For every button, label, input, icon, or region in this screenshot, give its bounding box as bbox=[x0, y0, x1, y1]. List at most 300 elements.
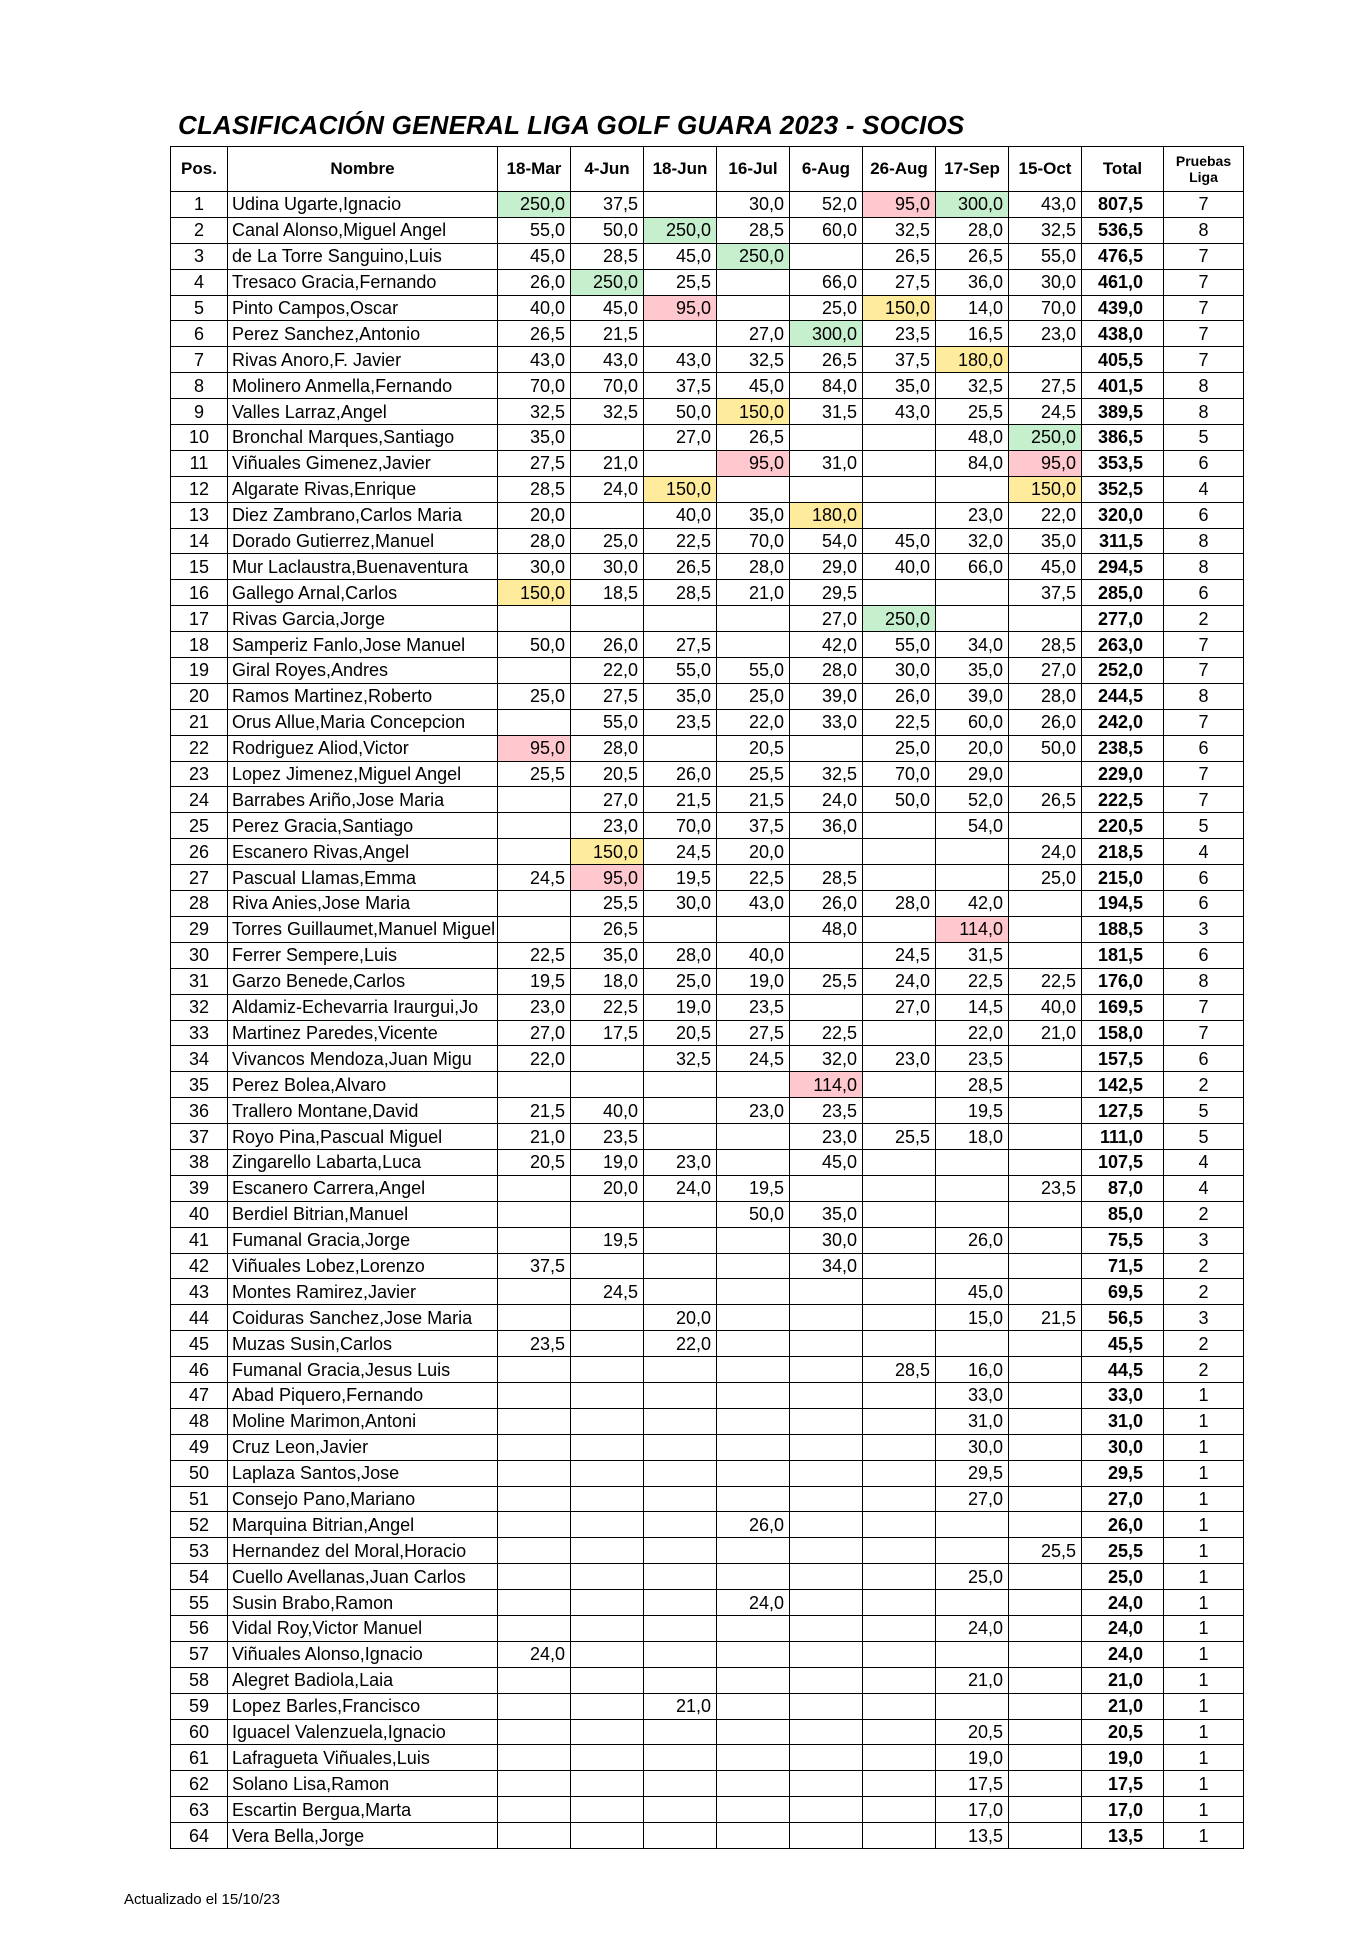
total-cell: 242,0 bbox=[1082, 709, 1164, 735]
player-name-cell: Bronchal Marques,Santiago bbox=[228, 425, 498, 451]
score-cell: 35,0 bbox=[571, 942, 644, 968]
total-cell: 405,5 bbox=[1082, 347, 1164, 373]
score-cell: 250,0 bbox=[1009, 425, 1082, 451]
player-name-cell: Lopez Barles,Francisco bbox=[228, 1693, 498, 1719]
total-cell: 461,0 bbox=[1082, 269, 1164, 295]
player-name-cell: Vera Bella,Jorge bbox=[228, 1823, 498, 1849]
score-cell bbox=[1009, 1745, 1082, 1771]
position-cell: 3 bbox=[171, 243, 228, 269]
score-cell: 27,0 bbox=[644, 425, 717, 451]
position-cell: 55 bbox=[171, 1590, 228, 1616]
score-cell: 16,0 bbox=[936, 1357, 1009, 1383]
score-cell: 70,0 bbox=[1009, 295, 1082, 321]
score-cell: 22,0 bbox=[1009, 502, 1082, 528]
score-cell bbox=[863, 1149, 936, 1175]
total-cell: 169,5 bbox=[1082, 994, 1164, 1020]
score-cell: 28,0 bbox=[717, 554, 790, 580]
score-cell bbox=[863, 1797, 936, 1823]
score-cell: 27,0 bbox=[936, 1486, 1009, 1512]
score-cell: 21,5 bbox=[498, 1098, 571, 1124]
score-cell: 300,0 bbox=[936, 192, 1009, 218]
score-cell bbox=[863, 1486, 936, 1512]
score-cell bbox=[1009, 942, 1082, 968]
position-cell: 40 bbox=[171, 1201, 228, 1227]
score-cell: 40,0 bbox=[717, 942, 790, 968]
pruebas-cell: 4 bbox=[1164, 476, 1244, 502]
score-cell bbox=[717, 269, 790, 295]
total-cell: 29,5 bbox=[1082, 1460, 1164, 1486]
pruebas-cell: 2 bbox=[1164, 1201, 1244, 1227]
score-cell: 18,5 bbox=[571, 580, 644, 606]
score-cell: 25,5 bbox=[863, 1124, 936, 1150]
score-cell: 19,5 bbox=[498, 968, 571, 994]
score-cell bbox=[1009, 1331, 1082, 1357]
position-cell: 14 bbox=[171, 528, 228, 554]
position-cell: 18 bbox=[171, 632, 228, 658]
event-header: 16-Jul bbox=[717, 147, 790, 192]
total-cell: 17,0 bbox=[1082, 1797, 1164, 1823]
score-cell bbox=[644, 1434, 717, 1460]
player-name-cell: de La Torre Sanguino,Luis bbox=[228, 243, 498, 269]
score-cell: 43,0 bbox=[571, 347, 644, 373]
score-cell: 70,0 bbox=[498, 373, 571, 399]
score-cell: 43,0 bbox=[498, 347, 571, 373]
score-cell: 23,5 bbox=[498, 1331, 571, 1357]
table-row bbox=[171, 1538, 1244, 1564]
position-cell: 36 bbox=[171, 1098, 228, 1124]
score-cell: 27,5 bbox=[717, 1020, 790, 1046]
score-cell: 13,5 bbox=[936, 1823, 1009, 1849]
total-cell: 69,5 bbox=[1082, 1279, 1164, 1305]
score-cell bbox=[863, 1382, 936, 1408]
player-name-cell: Escanero Carrera,Angel bbox=[228, 1175, 498, 1201]
score-cell: 29,5 bbox=[936, 1460, 1009, 1486]
position-cell: 21 bbox=[171, 709, 228, 735]
score-cell: 26,5 bbox=[571, 916, 644, 942]
pruebas-cell: 5 bbox=[1164, 425, 1244, 451]
position-cell: 49 bbox=[171, 1434, 228, 1460]
score-cell: 24,0 bbox=[863, 968, 936, 994]
score-cell bbox=[936, 1253, 1009, 1279]
position-cell: 28 bbox=[171, 891, 228, 917]
score-cell bbox=[644, 1072, 717, 1098]
score-cell: 20,5 bbox=[717, 735, 790, 761]
pruebas-cell: 7 bbox=[1164, 192, 1244, 218]
score-cell bbox=[717, 1823, 790, 1849]
score-cell: 19,0 bbox=[717, 968, 790, 994]
header-row bbox=[171, 147, 1244, 192]
pruebas-cell: 2 bbox=[1164, 1331, 1244, 1357]
score-cell bbox=[790, 1745, 863, 1771]
player-name-cell: Pinto Campos,Oscar bbox=[228, 295, 498, 321]
score-cell bbox=[936, 580, 1009, 606]
score-cell: 26,5 bbox=[644, 554, 717, 580]
score-cell: 24,0 bbox=[571, 476, 644, 502]
score-cell bbox=[717, 1227, 790, 1253]
table-row bbox=[171, 1564, 1244, 1590]
score-cell: 42,0 bbox=[936, 891, 1009, 917]
score-cell bbox=[863, 1823, 936, 1849]
score-cell bbox=[498, 1538, 571, 1564]
position-cell: 10 bbox=[171, 425, 228, 451]
score-cell bbox=[498, 658, 571, 684]
score-cell: 20,0 bbox=[644, 1305, 717, 1331]
score-cell: 26,0 bbox=[936, 1227, 1009, 1253]
score-cell: 28,5 bbox=[863, 1357, 936, 1383]
total-cell: 33,0 bbox=[1082, 1382, 1164, 1408]
score-cell: 16,5 bbox=[936, 321, 1009, 347]
score-cell bbox=[863, 502, 936, 528]
total-cell: 17,5 bbox=[1082, 1771, 1164, 1797]
score-cell: 60,0 bbox=[936, 709, 1009, 735]
score-cell bbox=[644, 1797, 717, 1823]
score-cell: 25,0 bbox=[717, 683, 790, 709]
pruebas-cell: 7 bbox=[1164, 1020, 1244, 1046]
score-cell bbox=[863, 1227, 936, 1253]
score-cell: 24,5 bbox=[717, 1046, 790, 1072]
score-cell: 18,0 bbox=[571, 968, 644, 994]
player-name-cell: Lopez Jimenez,Miguel Angel bbox=[228, 761, 498, 787]
score-cell: 35,0 bbox=[644, 683, 717, 709]
total-cell: 27,0 bbox=[1082, 1486, 1164, 1512]
score-cell bbox=[790, 1434, 863, 1460]
table-row bbox=[171, 1046, 1244, 1072]
table-row bbox=[171, 1693, 1244, 1719]
total-cell: 25,0 bbox=[1082, 1564, 1164, 1590]
score-cell: 30,0 bbox=[790, 1227, 863, 1253]
score-cell bbox=[717, 1693, 790, 1719]
score-cell: 250,0 bbox=[863, 606, 936, 632]
position-cell: 45 bbox=[171, 1331, 228, 1357]
player-name-cell: Molinero Anmella,Fernando bbox=[228, 373, 498, 399]
score-cell bbox=[1009, 1253, 1082, 1279]
score-cell bbox=[571, 1719, 644, 1745]
total-cell: 142,5 bbox=[1082, 1072, 1164, 1098]
score-cell bbox=[863, 1434, 936, 1460]
score-cell bbox=[1009, 1434, 1082, 1460]
score-cell bbox=[717, 1072, 790, 1098]
player-name-cell: Escartin Bergua,Marta bbox=[228, 1797, 498, 1823]
score-cell bbox=[644, 1564, 717, 1590]
score-cell: 28,0 bbox=[863, 891, 936, 917]
score-cell bbox=[790, 1538, 863, 1564]
player-name-cell: Aldamiz-Echevarria Iraurgui,Jo bbox=[228, 994, 498, 1020]
pruebas-header-line1: Pruebas bbox=[1175, 153, 1232, 169]
player-name-cell: Tresaco Gracia,Fernando bbox=[228, 269, 498, 295]
score-cell: 33,0 bbox=[790, 709, 863, 735]
score-cell bbox=[498, 1434, 571, 1460]
score-cell: 45,0 bbox=[936, 1279, 1009, 1305]
event-header: 26-Aug bbox=[863, 147, 936, 192]
score-cell: 28,5 bbox=[790, 865, 863, 891]
score-cell: 48,0 bbox=[790, 916, 863, 942]
score-cell bbox=[717, 1253, 790, 1279]
player-name-cell: Pascual Llamas,Emma bbox=[228, 865, 498, 891]
position-cell: 9 bbox=[171, 399, 228, 425]
score-cell: 25,5 bbox=[936, 399, 1009, 425]
score-cell: 35,0 bbox=[863, 373, 936, 399]
score-cell: 37,5 bbox=[863, 347, 936, 373]
position-cell: 59 bbox=[171, 1693, 228, 1719]
total-cell: 439,0 bbox=[1082, 295, 1164, 321]
score-cell bbox=[936, 1331, 1009, 1357]
score-cell bbox=[571, 1486, 644, 1512]
pruebas-cell: 1 bbox=[1164, 1641, 1244, 1667]
position-cell: 35 bbox=[171, 1072, 228, 1098]
event-header: 18-Mar bbox=[498, 147, 571, 192]
score-cell: 28,5 bbox=[717, 217, 790, 243]
score-cell bbox=[790, 735, 863, 761]
score-cell bbox=[498, 1564, 571, 1590]
position-cell: 43 bbox=[171, 1279, 228, 1305]
score-cell bbox=[644, 450, 717, 476]
player-name-cell: Viñuales Gimenez,Javier bbox=[228, 450, 498, 476]
score-cell: 27,0 bbox=[863, 994, 936, 1020]
score-cell bbox=[644, 1745, 717, 1771]
player-name-cell: Viñuales Lobez,Lorenzo bbox=[228, 1253, 498, 1279]
score-cell bbox=[863, 476, 936, 502]
score-cell bbox=[936, 476, 1009, 502]
score-cell: 150,0 bbox=[1009, 476, 1082, 502]
score-cell: 20,0 bbox=[717, 839, 790, 865]
table-row bbox=[171, 865, 1244, 891]
total-cell: 194,5 bbox=[1082, 891, 1164, 917]
score-cell: 29,5 bbox=[790, 580, 863, 606]
score-cell bbox=[498, 1797, 571, 1823]
score-cell bbox=[498, 1771, 571, 1797]
score-cell: 26,0 bbox=[790, 891, 863, 917]
score-cell: 48,0 bbox=[936, 425, 1009, 451]
table-row bbox=[171, 476, 1244, 502]
position-cell: 61 bbox=[171, 1745, 228, 1771]
score-cell: 250,0 bbox=[717, 243, 790, 269]
total-cell: 111,0 bbox=[1082, 1124, 1164, 1150]
score-cell: 34,0 bbox=[790, 1253, 863, 1279]
table-row bbox=[171, 554, 1244, 580]
score-cell bbox=[717, 1771, 790, 1797]
score-cell bbox=[644, 1486, 717, 1512]
score-cell: 22,5 bbox=[571, 994, 644, 1020]
position-cell: 57 bbox=[171, 1641, 228, 1667]
score-cell: 24,0 bbox=[644, 1175, 717, 1201]
score-cell bbox=[1009, 1564, 1082, 1590]
score-cell: 19,5 bbox=[571, 1227, 644, 1253]
table-row bbox=[171, 813, 1244, 839]
player-name-cell: Alegret Badiola,Laia bbox=[228, 1667, 498, 1693]
score-cell bbox=[717, 476, 790, 502]
score-cell bbox=[644, 1124, 717, 1150]
score-cell: 95,0 bbox=[863, 192, 936, 218]
score-cell bbox=[1009, 916, 1082, 942]
pruebas-cell: 7 bbox=[1164, 787, 1244, 813]
score-cell bbox=[1009, 761, 1082, 787]
pruebas-cell: 7 bbox=[1164, 295, 1244, 321]
total-cell: 188,5 bbox=[1082, 916, 1164, 942]
score-cell: 66,0 bbox=[936, 554, 1009, 580]
table-row bbox=[171, 528, 1244, 554]
table-row bbox=[171, 1667, 1244, 1693]
score-cell: 250,0 bbox=[498, 192, 571, 218]
player-name-cell: Ramos Martinez,Roberto bbox=[228, 683, 498, 709]
position-cell: 20 bbox=[171, 683, 228, 709]
score-cell bbox=[571, 1305, 644, 1331]
player-name-cell: Orus Allue,Maria Concepcion bbox=[228, 709, 498, 735]
score-cell: 25,0 bbox=[1009, 865, 1082, 891]
score-cell: 27,0 bbox=[790, 606, 863, 632]
score-cell: 55,0 bbox=[644, 658, 717, 684]
position-cell: 63 bbox=[171, 1797, 228, 1823]
score-cell bbox=[863, 1331, 936, 1357]
score-cell: 23,5 bbox=[1009, 1175, 1082, 1201]
score-cell bbox=[717, 1357, 790, 1383]
score-cell bbox=[936, 606, 1009, 632]
position-cell: 31 bbox=[171, 968, 228, 994]
position-cell: 46 bbox=[171, 1357, 228, 1383]
player-name-cell: Samperiz Fanlo,Jose Manuel bbox=[228, 632, 498, 658]
score-cell bbox=[571, 1253, 644, 1279]
total-cell: 107,5 bbox=[1082, 1149, 1164, 1175]
score-cell: 21,5 bbox=[571, 321, 644, 347]
score-cell: 27,0 bbox=[1009, 658, 1082, 684]
score-cell: 39,0 bbox=[790, 683, 863, 709]
score-cell: 250,0 bbox=[644, 217, 717, 243]
table-row bbox=[171, 1124, 1244, 1150]
pruebas-cell: 1 bbox=[1164, 1719, 1244, 1745]
score-cell: 42,0 bbox=[790, 632, 863, 658]
table-row bbox=[171, 1098, 1244, 1124]
score-cell bbox=[936, 1175, 1009, 1201]
score-cell: 26,5 bbox=[936, 243, 1009, 269]
total-cell: 25,5 bbox=[1082, 1538, 1164, 1564]
score-cell bbox=[863, 1460, 936, 1486]
score-cell bbox=[1009, 606, 1082, 632]
pruebas-cell: 1 bbox=[1164, 1797, 1244, 1823]
position-cell: 41 bbox=[171, 1227, 228, 1253]
score-cell: 40,0 bbox=[571, 1098, 644, 1124]
position-cell: 8 bbox=[171, 373, 228, 399]
table-row bbox=[171, 192, 1244, 218]
score-cell bbox=[717, 916, 790, 942]
total-cell: 85,0 bbox=[1082, 1201, 1164, 1227]
score-cell bbox=[1009, 1771, 1082, 1797]
score-cell: 150,0 bbox=[498, 580, 571, 606]
position-cell: 5 bbox=[171, 295, 228, 321]
pruebas-cell: 2 bbox=[1164, 1253, 1244, 1279]
score-cell bbox=[498, 916, 571, 942]
score-cell: 23,5 bbox=[717, 994, 790, 1020]
table-row bbox=[171, 709, 1244, 735]
score-cell bbox=[863, 1098, 936, 1124]
table-row bbox=[171, 632, 1244, 658]
table-row bbox=[171, 787, 1244, 813]
score-cell bbox=[717, 1460, 790, 1486]
position-cell: 12 bbox=[171, 476, 228, 502]
score-cell: 66,0 bbox=[790, 269, 863, 295]
score-cell bbox=[644, 1357, 717, 1383]
score-cell: 25,5 bbox=[644, 269, 717, 295]
score-cell bbox=[717, 1797, 790, 1823]
score-cell bbox=[790, 243, 863, 269]
total-cell: 238,5 bbox=[1082, 735, 1164, 761]
score-cell: 24,5 bbox=[1009, 399, 1082, 425]
score-cell bbox=[1009, 1201, 1082, 1227]
pruebas-cell: 1 bbox=[1164, 1538, 1244, 1564]
score-cell: 19,0 bbox=[644, 994, 717, 1020]
score-cell: 27,5 bbox=[644, 632, 717, 658]
score-cell: 37,5 bbox=[498, 1253, 571, 1279]
score-cell bbox=[571, 1693, 644, 1719]
pruebas-cell: 4 bbox=[1164, 1149, 1244, 1175]
score-cell bbox=[1009, 1797, 1082, 1823]
score-cell: 28,0 bbox=[790, 658, 863, 684]
position-cell: 6 bbox=[171, 321, 228, 347]
score-cell bbox=[1009, 1072, 1082, 1098]
score-cell bbox=[644, 1512, 717, 1538]
score-cell: 25,5 bbox=[790, 968, 863, 994]
pruebas-cell: 6 bbox=[1164, 580, 1244, 606]
score-cell: 20,5 bbox=[936, 1719, 1009, 1745]
score-cell bbox=[644, 1823, 717, 1849]
score-cell bbox=[790, 1797, 863, 1823]
pruebas-cell: 6 bbox=[1164, 942, 1244, 968]
table-row bbox=[171, 1719, 1244, 1745]
player-name-cell: Gallego Arnal,Carlos bbox=[228, 580, 498, 606]
pruebas-cell: 5 bbox=[1164, 1124, 1244, 1150]
score-cell: 23,0 bbox=[498, 994, 571, 1020]
score-cell bbox=[498, 891, 571, 917]
score-cell bbox=[498, 1512, 571, 1538]
score-cell: 50,0 bbox=[863, 787, 936, 813]
score-cell bbox=[571, 1641, 644, 1667]
score-cell bbox=[571, 425, 644, 451]
pruebas-cell: 8 bbox=[1164, 399, 1244, 425]
player-name-cell: Marquina Bitrian,Angel bbox=[228, 1512, 498, 1538]
score-cell: 26,5 bbox=[790, 347, 863, 373]
score-cell bbox=[717, 1305, 790, 1331]
score-cell bbox=[863, 916, 936, 942]
pruebas-cell: 1 bbox=[1164, 1382, 1244, 1408]
score-cell: 17,0 bbox=[936, 1797, 1009, 1823]
score-cell: 20,0 bbox=[498, 502, 571, 528]
score-cell: 32,5 bbox=[571, 399, 644, 425]
position-cell: 51 bbox=[171, 1486, 228, 1512]
position-cell: 42 bbox=[171, 1253, 228, 1279]
score-cell: 95,0 bbox=[1009, 450, 1082, 476]
player-name-cell: Cuello Avellanas,Juan Carlos bbox=[228, 1564, 498, 1590]
score-cell: 45,0 bbox=[1009, 554, 1082, 580]
table-row bbox=[171, 968, 1244, 994]
score-cell bbox=[790, 425, 863, 451]
table-row bbox=[171, 761, 1244, 787]
score-cell: 45,0 bbox=[790, 1149, 863, 1175]
player-name-cell: Canal Alonso,Miguel Angel bbox=[228, 217, 498, 243]
score-cell bbox=[1009, 1279, 1082, 1305]
score-cell: 45,0 bbox=[644, 243, 717, 269]
table-row bbox=[171, 1823, 1244, 1849]
score-cell: 43,0 bbox=[863, 399, 936, 425]
score-cell: 31,0 bbox=[790, 450, 863, 476]
score-cell bbox=[863, 1408, 936, 1434]
score-cell bbox=[717, 1667, 790, 1693]
score-cell bbox=[644, 1460, 717, 1486]
score-cell bbox=[498, 1719, 571, 1745]
score-cell: 50,0 bbox=[717, 1201, 790, 1227]
pruebas-cell: 7 bbox=[1164, 632, 1244, 658]
table-row bbox=[171, 399, 1244, 425]
score-cell bbox=[644, 1719, 717, 1745]
score-cell bbox=[936, 1512, 1009, 1538]
total-cell: 157,5 bbox=[1082, 1046, 1164, 1072]
